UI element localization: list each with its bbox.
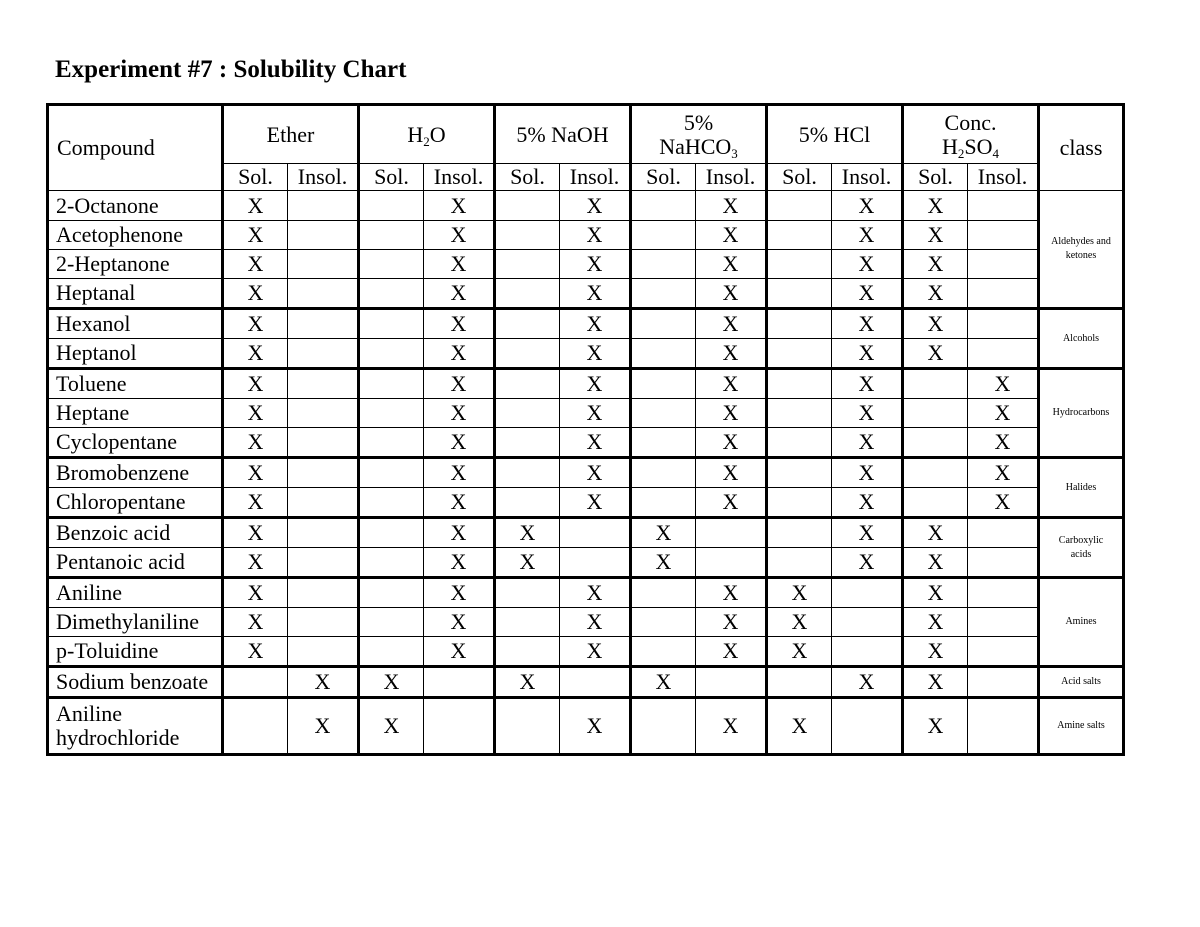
class-header: class: [1039, 105, 1124, 191]
solubility-cell: X: [832, 399, 903, 428]
compound-name: Aniline hydrochloride: [48, 698, 223, 755]
solubility-cell: X: [696, 369, 767, 399]
solubility-cell: [696, 667, 767, 698]
solubility-cell: [631, 578, 696, 608]
solubility-cell: X: [696, 488, 767, 518]
solubility-cell: X: [696, 428, 767, 458]
solubility-cell: [288, 428, 359, 458]
solubility-cell: X: [560, 191, 631, 221]
table-row: [48, 698, 1124, 755]
solvent-header: Conc. $H_2SO_4$: [903, 105, 1039, 164]
solubility-cell: [903, 428, 968, 458]
solubility-cell: X: [832, 369, 903, 399]
solubility-cell: X: [832, 518, 903, 548]
solubility-cell: X: [631, 548, 696, 578]
solubility-cell: X: [223, 250, 288, 279]
solubility-cell: [767, 548, 832, 578]
solubility-cell: [767, 279, 832, 309]
table-row: [48, 518, 1124, 548]
solubility-cell: X: [903, 548, 968, 578]
class-label: Halides: [1039, 458, 1124, 518]
solvent-header: 5% HCl: [767, 105, 903, 164]
solubility-cell: X: [631, 518, 696, 548]
table-row: [48, 221, 1124, 250]
solubility-cell: [631, 637, 696, 667]
solubility-cell: X: [223, 279, 288, 309]
table-row: [48, 191, 1124, 221]
solubility-cell: [631, 698, 696, 755]
solubility-cell: X: [767, 608, 832, 637]
table-row: [48, 399, 1124, 428]
solubility-cell: X: [560, 488, 631, 518]
solubility-cell: X: [223, 428, 288, 458]
solubility-cell: [359, 637, 424, 667]
compound-name: Pentanoic acid: [48, 548, 223, 578]
compound-name: Benzoic acid: [48, 518, 223, 548]
solubility-cell: [631, 191, 696, 221]
compound-name: 2-Octanone: [48, 191, 223, 221]
solubility-cell: [359, 428, 424, 458]
solubility-cell: [767, 369, 832, 399]
solubility-cell: X: [560, 608, 631, 637]
solubility-cell: [631, 339, 696, 369]
solubility-cell: [359, 309, 424, 339]
solvent-header: 5% NaHCO$_3$: [631, 105, 767, 164]
solubility-cell: [288, 279, 359, 309]
solubility-cell: [767, 488, 832, 518]
insol-subheader: Insol.: [288, 164, 359, 191]
solubility-cell: [631, 488, 696, 518]
solubility-cell: X: [560, 339, 631, 369]
solubility-cell: X: [424, 309, 495, 339]
solubility-cell: X: [223, 548, 288, 578]
table-row: [48, 578, 1124, 608]
solubility-cell: X: [767, 637, 832, 667]
solubility-cell: X: [495, 548, 560, 578]
solubility-cell: X: [223, 399, 288, 428]
solubility-cell: [903, 399, 968, 428]
solubility-cell: [495, 458, 560, 488]
solubility-cell: X: [424, 428, 495, 458]
solubility-cell: X: [903, 667, 968, 698]
class-label: Acid salts: [1039, 667, 1124, 698]
class-label: Hydrocarbons: [1039, 369, 1124, 458]
solubility-cell: X: [968, 399, 1039, 428]
solubility-cell: [359, 578, 424, 608]
solubility-cell: X: [696, 698, 767, 755]
solubility-cell: X: [223, 221, 288, 250]
class-label: Alcohols: [1039, 309, 1124, 369]
solubility-cell: X: [696, 399, 767, 428]
solubility-cell: X: [223, 578, 288, 608]
solubility-cell: X: [696, 309, 767, 339]
solubility-cell: X: [424, 191, 495, 221]
table-row: [48, 339, 1124, 369]
solubility-cell: X: [903, 637, 968, 667]
solubility-cell: [495, 637, 560, 667]
solubility-cell: [495, 369, 560, 399]
solubility-cell: X: [424, 399, 495, 428]
solubility-cell: X: [223, 637, 288, 667]
solubility-cell: [359, 399, 424, 428]
solubility-cell: [223, 667, 288, 698]
solvent-header: Ether: [223, 105, 359, 164]
solubility-cell: [903, 458, 968, 488]
solubility-cell: [424, 667, 495, 698]
solubility-cell: [495, 578, 560, 608]
solubility-cell: [631, 428, 696, 458]
class-label: Amines: [1039, 578, 1124, 667]
table-row: [48, 369, 1124, 399]
solubility-cell: X: [903, 309, 968, 339]
solubility-cell: [495, 428, 560, 458]
solubility-cell: X: [223, 191, 288, 221]
solubility-cell: X: [903, 698, 968, 755]
solubility-cell: X: [560, 698, 631, 755]
table-row: [48, 637, 1124, 667]
insol-subheader: Insol.: [696, 164, 767, 191]
compound-name: Bromobenzene: [48, 458, 223, 488]
solubility-cell: X: [903, 608, 968, 637]
compound-name: Chloropentane: [48, 488, 223, 518]
solubility-cell: X: [223, 369, 288, 399]
solubility-cell: [767, 428, 832, 458]
page-title: Experiment #7 : Solubility Chart: [55, 56, 407, 83]
solubility-cell: [495, 608, 560, 637]
solubility-cell: X: [696, 250, 767, 279]
solubility-cell: X: [560, 221, 631, 250]
insol-subheader: Insol.: [560, 164, 631, 191]
solubility-cell: [968, 250, 1039, 279]
solubility-cell: [832, 698, 903, 755]
solubility-cell: X: [424, 279, 495, 309]
solubility-cell: [696, 548, 767, 578]
compound-name: Aniline: [48, 578, 223, 608]
solubility-cell: X: [903, 578, 968, 608]
solubility-cell: [560, 518, 631, 548]
solubility-cell: [288, 608, 359, 637]
solubility-cell: [359, 250, 424, 279]
solubility-cell: X: [903, 339, 968, 369]
solubility-cell: X: [560, 428, 631, 458]
solubility-cell: X: [223, 608, 288, 637]
solubility-cell: [495, 309, 560, 339]
solubility-cell: [288, 191, 359, 221]
compound-name: Acetophenone: [48, 221, 223, 250]
solubility-cell: X: [968, 369, 1039, 399]
solubility-cell: X: [560, 637, 631, 667]
solubility-cell: [631, 399, 696, 428]
solubility-cell: [968, 309, 1039, 339]
table-row: [48, 548, 1124, 578]
solubility-cell: X: [223, 518, 288, 548]
solubility-cell: X: [832, 339, 903, 369]
solubility-cell: [495, 698, 560, 755]
solubility-cell: [631, 309, 696, 339]
solubility-cell: [359, 191, 424, 221]
table-row: [48, 667, 1124, 698]
sol-subheader: Sol.: [903, 164, 968, 191]
solubility-cell: X: [424, 369, 495, 399]
solubility-cell: [288, 369, 359, 399]
solubility-cell: X: [832, 548, 903, 578]
solubility-cell: [288, 488, 359, 518]
sol-subheader: Sol.: [223, 164, 288, 191]
solubility-cell: X: [832, 279, 903, 309]
solubility-cell: [495, 221, 560, 250]
solubility-cell: X: [832, 458, 903, 488]
solubility-cell: [359, 488, 424, 518]
solubility-cell: [631, 250, 696, 279]
solubility-cell: [288, 518, 359, 548]
solubility-cell: X: [560, 309, 631, 339]
table-row: [48, 309, 1124, 339]
solubility-cell: X: [968, 488, 1039, 518]
compound-name: Heptane: [48, 399, 223, 428]
solubility-cell: [288, 548, 359, 578]
solubility-cell: [424, 698, 495, 755]
compound-name: Toluene: [48, 369, 223, 399]
solubility-cell: X: [223, 488, 288, 518]
solubility-cell: [903, 369, 968, 399]
solubility-cell: X: [424, 221, 495, 250]
solubility-cell: X: [359, 698, 424, 755]
solubility-cell: X: [359, 667, 424, 698]
solubility-cell: [359, 339, 424, 369]
solubility-cell: X: [223, 458, 288, 488]
solubility-cell: X: [631, 667, 696, 698]
solubility-cell: [631, 279, 696, 309]
solubility-cell: X: [424, 548, 495, 578]
insol-subheader: Insol.: [968, 164, 1039, 191]
solubility-cell: [767, 667, 832, 698]
solubility-cell: [288, 458, 359, 488]
solubility-cell: [767, 191, 832, 221]
solubility-cell: [288, 221, 359, 250]
solubility-cell: X: [424, 637, 495, 667]
solubility-cell: X: [560, 399, 631, 428]
solubility-cell: X: [223, 339, 288, 369]
solubility-cell: X: [424, 608, 495, 637]
solubility-cell: X: [903, 518, 968, 548]
solubility-cell: [223, 698, 288, 755]
solubility-cell: [767, 339, 832, 369]
solubility-cell: [359, 369, 424, 399]
compound-name: 2-Heptanone: [48, 250, 223, 279]
solubility-cell: X: [903, 221, 968, 250]
solubility-cell: [631, 458, 696, 488]
solubility-cell: X: [495, 667, 560, 698]
solubility-cell: X: [424, 518, 495, 548]
class-label: Carboxylic acids: [1039, 518, 1124, 578]
sol-subheader: Sol.: [359, 164, 424, 191]
solubility-cell: X: [560, 250, 631, 279]
solubility-cell: [968, 518, 1039, 548]
solubility-cell: X: [560, 369, 631, 399]
solubility-cell: [288, 309, 359, 339]
solubility-cell: X: [903, 279, 968, 309]
solubility-cell: [359, 221, 424, 250]
solubility-cell: [359, 279, 424, 309]
solubility-cell: [767, 250, 832, 279]
solubility-cell: [767, 458, 832, 488]
solubility-cell: [495, 339, 560, 369]
sol-subheader: Sol.: [631, 164, 696, 191]
solubility-cell: [359, 518, 424, 548]
solubility-cell: X: [424, 578, 495, 608]
solubility-cell: [832, 637, 903, 667]
solubility-cell: X: [288, 667, 359, 698]
solubility-cell: X: [832, 250, 903, 279]
solubility-cell: X: [560, 578, 631, 608]
table-row: [48, 428, 1124, 458]
solubility-cell: X: [495, 518, 560, 548]
solubility-cell: X: [696, 458, 767, 488]
solubility-cell: X: [968, 458, 1039, 488]
solubility-cell: X: [832, 428, 903, 458]
solubility-cell: X: [424, 250, 495, 279]
solubility-cell: [767, 518, 832, 548]
compound-name: Hexanol: [48, 309, 223, 339]
solubility-cell: X: [424, 488, 495, 518]
insol-subheader: Insol.: [424, 164, 495, 191]
sol-subheader: Sol.: [767, 164, 832, 191]
solubility-cell: X: [560, 279, 631, 309]
compound-name: Cyclopentane: [48, 428, 223, 458]
solubility-cell: [968, 578, 1039, 608]
solubility-cell: [696, 518, 767, 548]
sol-subheader: Sol.: [495, 164, 560, 191]
solubility-cell: [288, 578, 359, 608]
solubility-cell: [359, 458, 424, 488]
solubility-cell: X: [424, 339, 495, 369]
solubility-cell: [288, 399, 359, 428]
solubility-cell: [631, 608, 696, 637]
solubility-cell: X: [903, 191, 968, 221]
solubility-cell: [968, 548, 1039, 578]
compound-name: Dimethylaniline: [48, 608, 223, 637]
table-row: [48, 458, 1124, 488]
solubility-cell: X: [832, 191, 903, 221]
solubility-cell: X: [832, 309, 903, 339]
solubility-cell: [968, 191, 1039, 221]
solubility-cell: [288, 637, 359, 667]
solubility-cell: [767, 221, 832, 250]
solubility-table: [46, 103, 1125, 756]
solvent-header: 5% NaOH: [495, 105, 631, 164]
solubility-cell: X: [696, 339, 767, 369]
solubility-cell: [495, 399, 560, 428]
solubility-cell: X: [767, 578, 832, 608]
compound-header: Compound: [48, 105, 223, 191]
solubility-cell: [968, 637, 1039, 667]
solubility-cell: [631, 221, 696, 250]
solubility-cell: [560, 548, 631, 578]
solubility-cell: [288, 339, 359, 369]
solubility-cell: [495, 191, 560, 221]
solvent-header: $H_2O$: [359, 105, 495, 164]
insol-subheader: Insol.: [832, 164, 903, 191]
solubility-cell: [903, 488, 968, 518]
solubility-cell: [631, 369, 696, 399]
solubility-cell: [495, 279, 560, 309]
solubility-cell: X: [832, 221, 903, 250]
solubility-cell: X: [696, 279, 767, 309]
solubility-cell: [495, 488, 560, 518]
solubility-cell: [495, 250, 560, 279]
solubility-cell: [968, 667, 1039, 698]
solubility-cell: [968, 698, 1039, 755]
solubility-cell: X: [968, 428, 1039, 458]
compound-name: Sodium benzoate: [48, 667, 223, 698]
solubility-cell: [767, 399, 832, 428]
solubility-cell: X: [832, 488, 903, 518]
solubility-cell: [968, 608, 1039, 637]
solubility-cell: [968, 279, 1039, 309]
table-row: [48, 488, 1124, 518]
compound-name: Heptanal: [48, 279, 223, 309]
compound-name: p-Toluidine: [48, 637, 223, 667]
solubility-cell: [560, 667, 631, 698]
solubility-cell: X: [424, 458, 495, 488]
solubility-cell: X: [767, 698, 832, 755]
solubility-cell: [359, 608, 424, 637]
solubility-cell: [832, 608, 903, 637]
solubility-cell: [288, 250, 359, 279]
solubility-cell: X: [903, 250, 968, 279]
solubility-cell: X: [696, 191, 767, 221]
solubility-cell: X: [288, 698, 359, 755]
solubility-cell: [767, 309, 832, 339]
solubility-cell: [968, 339, 1039, 369]
class-label: Amine salts: [1039, 698, 1124, 755]
solubility-cell: X: [223, 309, 288, 339]
solubility-cell: [832, 578, 903, 608]
solubility-cell: X: [696, 637, 767, 667]
table-row: [48, 250, 1124, 279]
table-row: [48, 279, 1124, 309]
solubility-cell: [968, 221, 1039, 250]
table-row: [48, 608, 1124, 637]
class-label: Aldehydes and ketones: [1039, 191, 1124, 309]
solubility-cell: X: [696, 578, 767, 608]
compound-name: Heptanol: [48, 339, 223, 369]
solubility-cell: X: [696, 221, 767, 250]
solubility-cell: X: [832, 667, 903, 698]
solubility-cell: X: [696, 608, 767, 637]
solubility-cell: [359, 548, 424, 578]
solubility-cell: X: [560, 458, 631, 488]
